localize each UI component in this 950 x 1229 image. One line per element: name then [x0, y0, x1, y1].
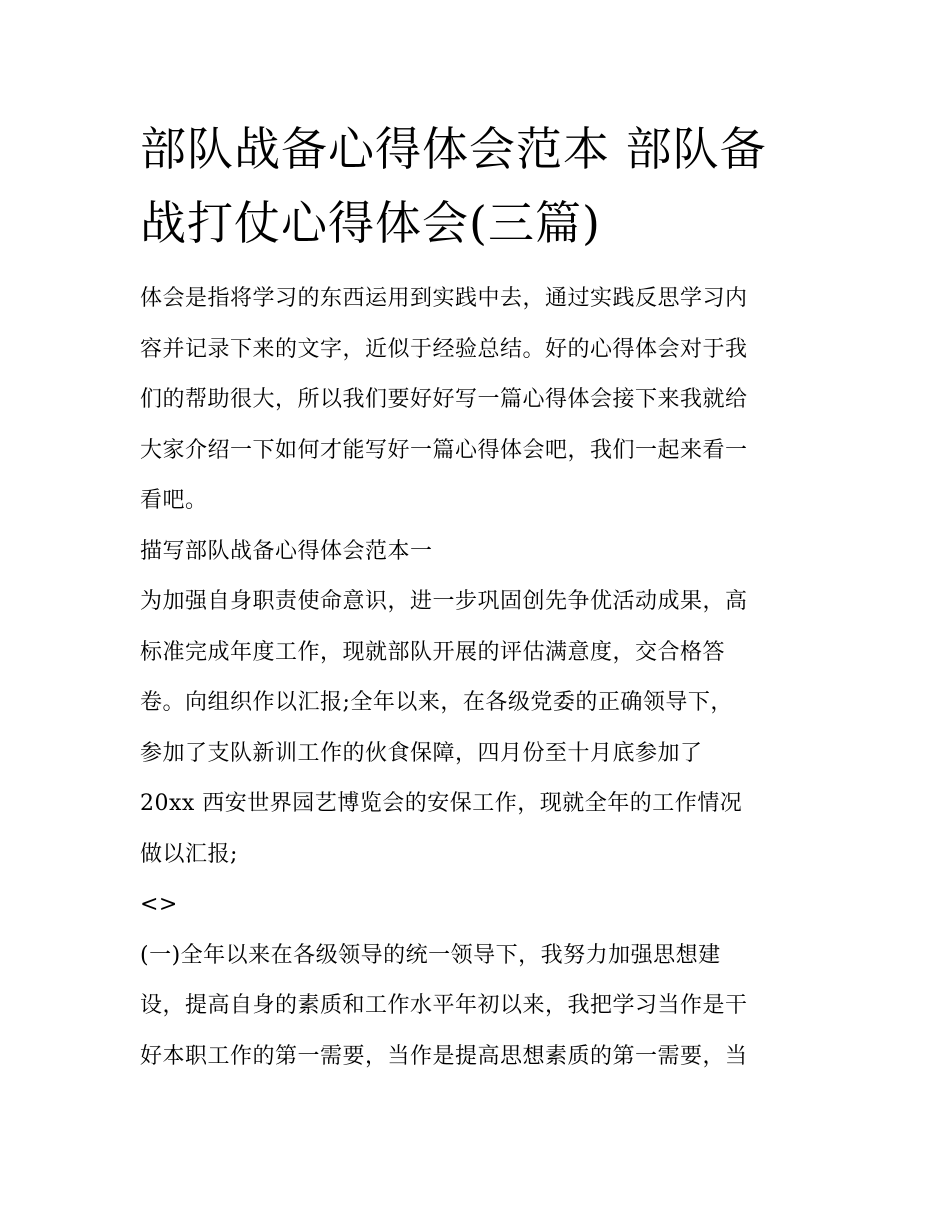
document-title: [140, 112, 830, 260]
body-line: 标准完成年度工作，现就部队开展的评估满意度，交合格答: [140, 639, 726, 665]
body-line: 卷。向组织作以汇报;全年以来，在各级党委的正确领导下，: [140, 690, 733, 715]
body-line: (一)全年以来在各级领导的统一领导下，我努力加强思想建: [140, 942, 721, 968]
title-line: 部队战备心得体会范本 部队备: [140, 122, 767, 176]
body-line: 们的帮助很大，所以我们要好好写一篇心得体会接下来我就给: [140, 387, 748, 412]
document-body: [140, 274, 830, 1082]
placeholder-marker: <>: [140, 892, 178, 917]
body-line: 做以汇报;: [140, 841, 238, 867]
body-line: 看吧。: [140, 488, 208, 513]
body-line: 为加强自身职责使命意识，进一步巩固创先争优活动成果，高: [140, 589, 748, 614]
body-line: 容并记录下来的文字，近似于经验总结。好的心得体会对于我: [140, 336, 748, 362]
body-line: 体会是指将学习的东西运用到实践中去，通过实践反思学习内: [140, 286, 748, 311]
section-heading: 描写部队战备心得体会范本一: [140, 538, 433, 564]
body-line: 参加了支队新训工作的伙食保障，四月份至十月底参加了: [140, 740, 703, 766]
title-line: 战打仗心得体会(三篇): [140, 196, 601, 250]
body-line: 20xx 西安世界园艺博览会的安保工作，现就全年的工作情况: [140, 791, 743, 816]
body-line: 好本职工作的第一需要，当作是提高思想素质的第一需要，当: [140, 1043, 748, 1069]
body-line: 大家介绍一下如何才能写好一篇心得体会吧，我们一起来看一: [140, 437, 748, 463]
document-page: [140, 112, 830, 1082]
body-line: 设，提高自身的素质和工作水平年初以来，我把学习当作是干: [140, 993, 748, 1018]
